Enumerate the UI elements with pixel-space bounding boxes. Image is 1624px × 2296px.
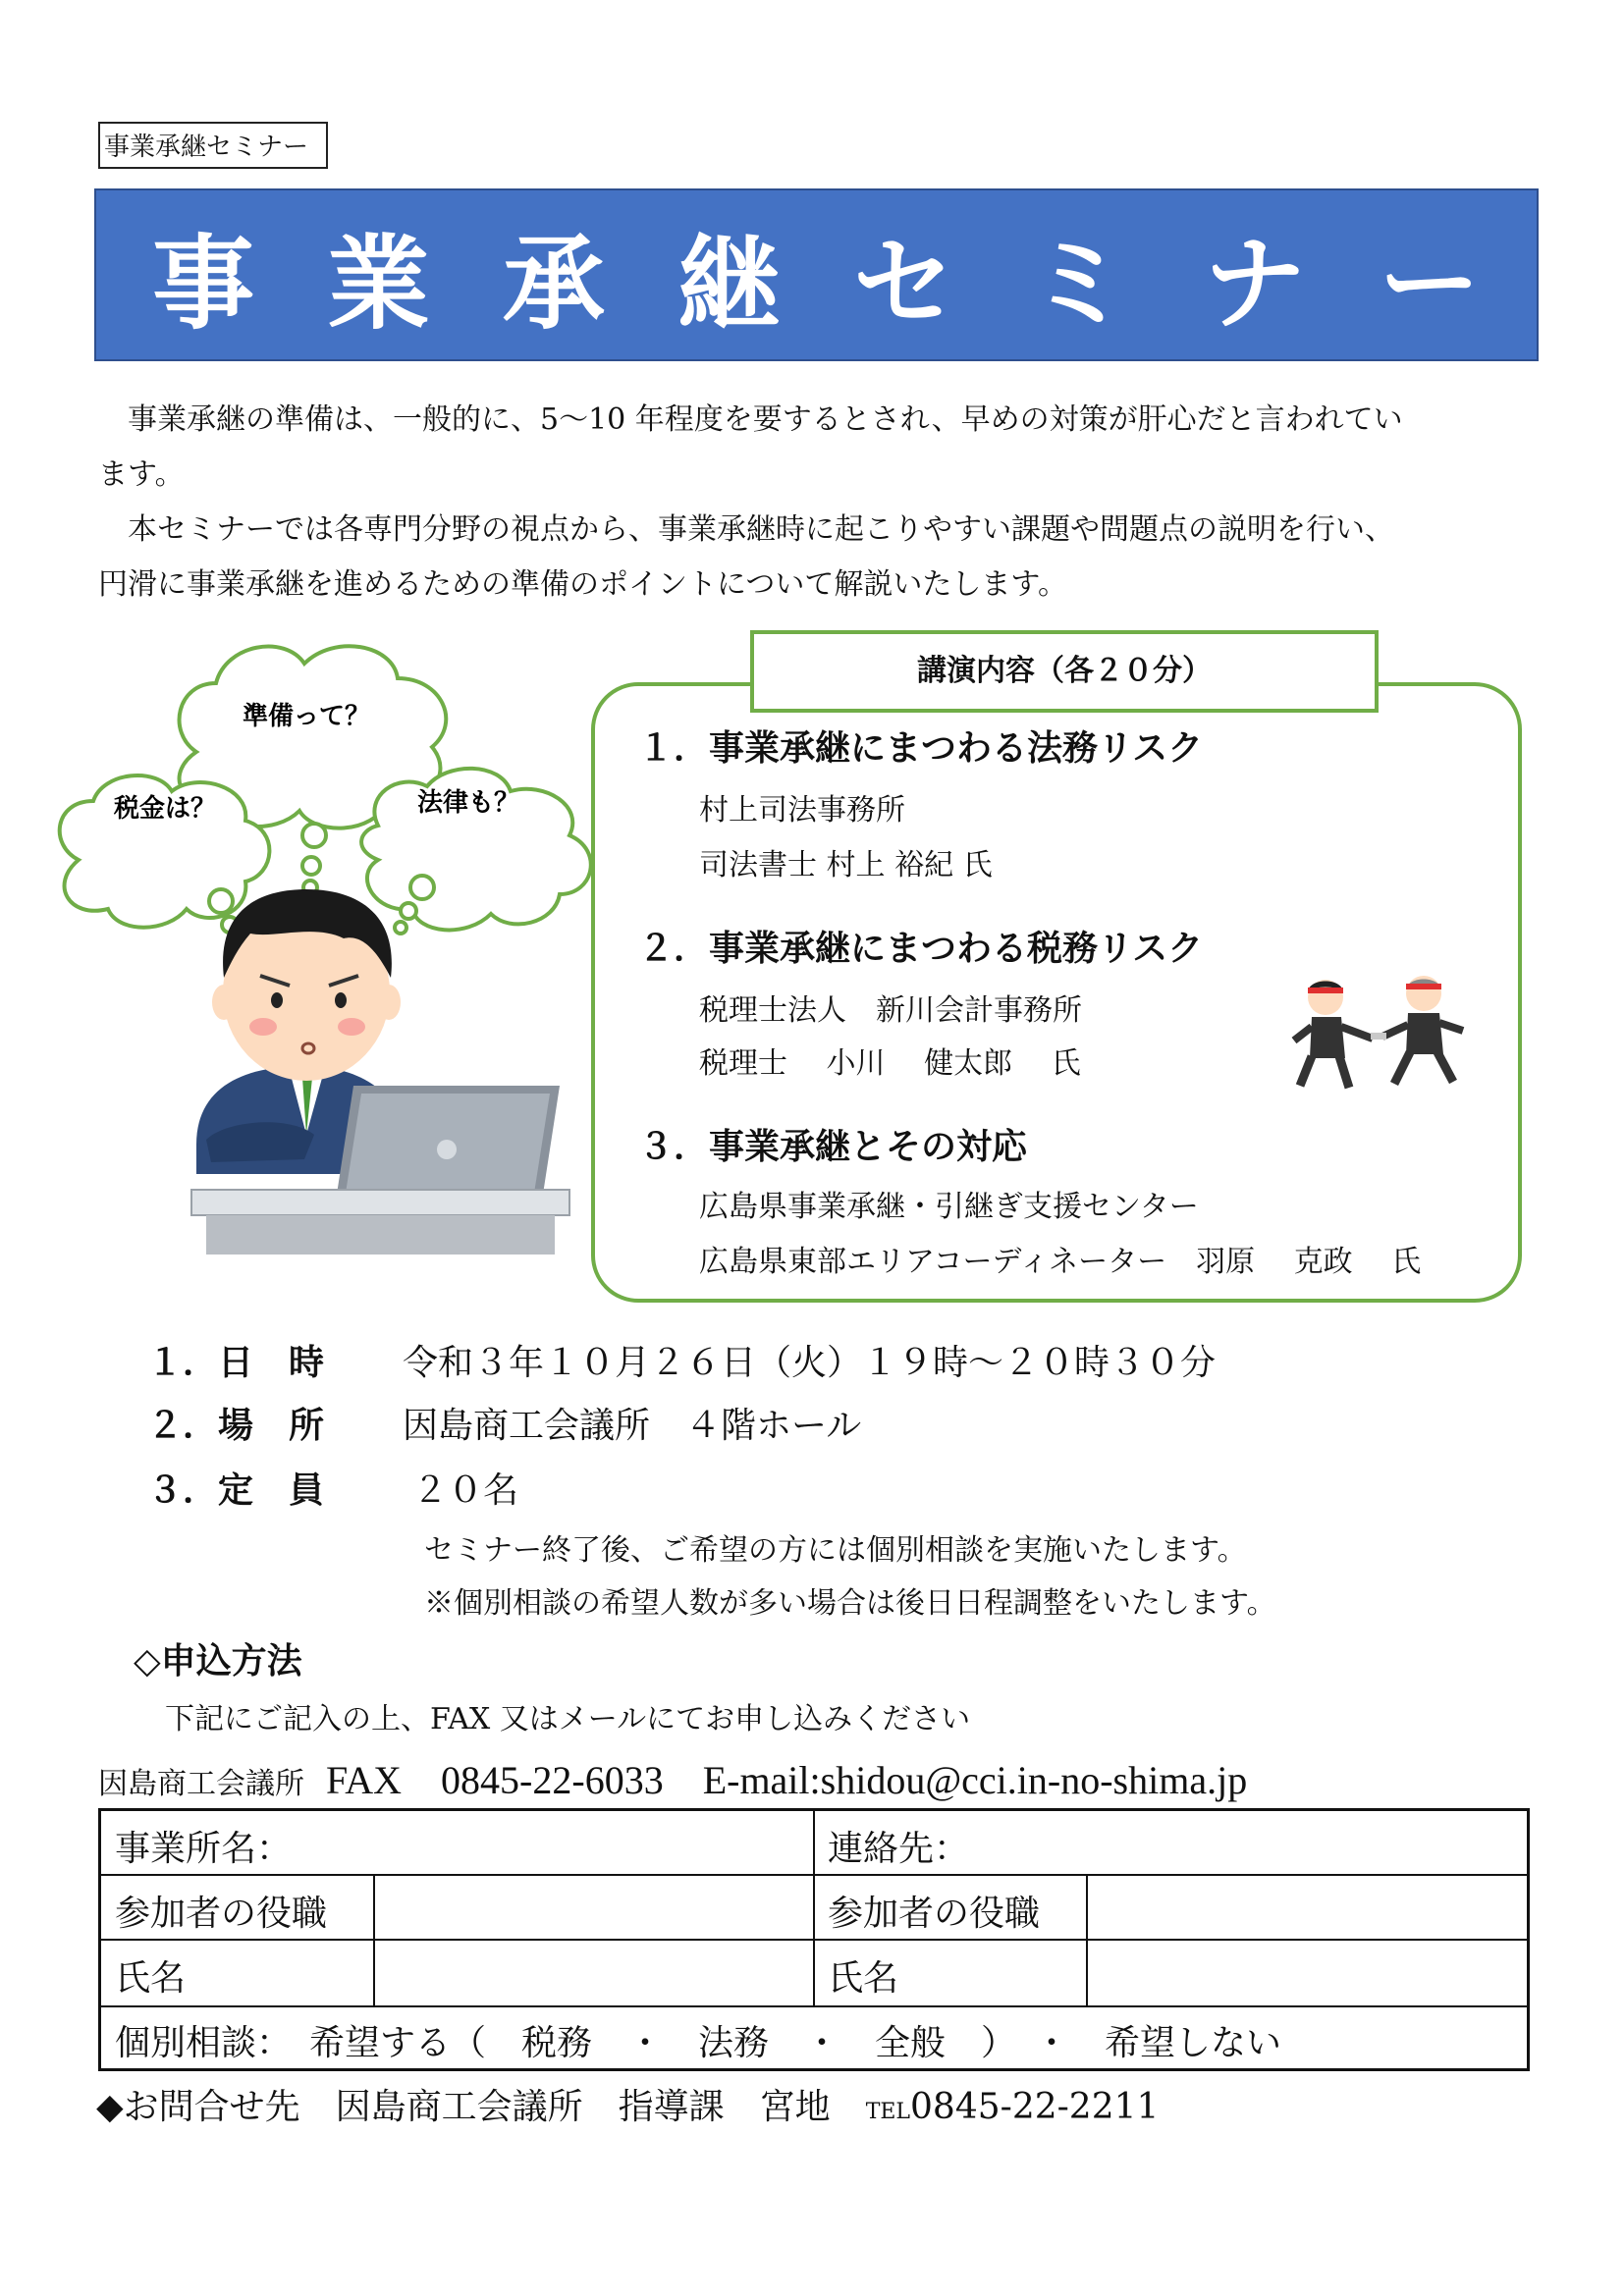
program-item-3-speaker: 広島県東部エリアコーディネーター 羽原 克政 氏 <box>699 1245 1422 1279</box>
title-banner <box>94 188 1539 361</box>
banner-title-char: ミ <box>1028 223 1131 344</box>
apply-org: 因島商工会議所 <box>98 1767 304 1801</box>
capacity-value: ２０名 <box>412 1470 519 1511</box>
relay-runners-illustration <box>1286 970 1483 1097</box>
program-item-2-title: ２．事業承継にまつわる税務リスク <box>638 929 1204 969</box>
program-item-3-title: ３．事業承継とその対応 <box>638 1127 1028 1167</box>
intro-line-3: 本セミナーでは各専門分野の視点から、事業承継時に起こりやすい課題や問題点の説明を行い、 <box>128 512 1394 547</box>
program-item-1-title: １．事業承継にまつわる法務リスク <box>638 728 1204 769</box>
note-1: セミナー終了後、ご希望の方には個別相談を実施いたします。 <box>424 1533 1247 1568</box>
detail-place <box>147 1398 861 1448</box>
company-name-label: 事業所名： <box>115 1829 293 1869</box>
application-form <box>98 1808 1530 2071</box>
program-item-1-speaker: 司法書士 村上 裕紀 氏 <box>699 848 993 882</box>
tel-mark: TEL <box>865 2100 911 2124</box>
detail-capacity <box>147 1463 518 1513</box>
runner-1 <box>1294 980 1373 1088</box>
program-item-1-org: 村上司法事務所 <box>699 793 905 828</box>
apply-heading: ◇申込方法 <box>134 1641 302 1682</box>
banner-title-char: セ <box>852 223 955 344</box>
intro-text <box>98 393 1532 613</box>
desk <box>191 1190 569 1255</box>
header-tag: 事業承継セミナー <box>98 122 328 169</box>
page-title <box>96 190 1537 359</box>
banner-title-char: 事 <box>152 223 255 344</box>
intro-line-2: ます。 <box>98 457 185 492</box>
place-label: ２．場 所 <box>147 1406 325 1446</box>
bubble-text-center: 準備って？ <box>243 702 371 731</box>
contact-label: 連絡先： <box>828 1829 970 1869</box>
program-heading: 講演内容（各２０分） <box>750 630 1379 713</box>
apply-instructions: 下記にご記入の上、FAX 又はメールにてお申し込みください <box>165 1702 971 1736</box>
banner-title-char: 業 <box>327 223 430 344</box>
fax-email: FAX 0845-22-6033 E-mail:shidou@cci.in-no-shima.jp <box>326 1758 1248 1802</box>
bubble-text-right: 法律も？ <box>417 788 520 818</box>
detail-date <box>147 1335 1216 1385</box>
position-label-left: 参加者の役職 <box>115 1894 328 1934</box>
fax-email-line <box>98 1749 1247 1805</box>
intro-line-1: 事業承継の準備は、一般的に、5～10 年程度を要するとされ、早めの対策が肝心だと言われてい <box>128 402 1403 437</box>
baton <box>1371 1033 1386 1040</box>
position-label-right: 参加者の役職 <box>828 1894 1041 1934</box>
bubble-text-left: 税金は？ <box>114 794 217 824</box>
tel-number: 0845-22-2211 <box>910 2087 1160 2127</box>
note-2: ※個別相談の希望人数が多い場合は後日日程調整をいたします。 <box>424 1586 1276 1621</box>
name-label-left: 氏名 <box>115 1958 187 1999</box>
name-label-right: 氏名 <box>828 1958 899 1999</box>
banner-title-char: 継 <box>677 223 781 344</box>
banner-title-char: ナ <box>1203 223 1306 344</box>
banner-title-char: 承 <box>502 223 605 344</box>
date-label: １．日 時 <box>147 1343 325 1383</box>
intro-line-4: 円滑に事業承継を進めるための準備のポイントについて解説いたします。 <box>98 567 1067 602</box>
worried-businessman-illustration <box>49 624 638 1272</box>
date-value: 令和３年１０月２６日（火）１９時～２０時３０分 <box>403 1343 1217 1383</box>
inquiry-footer <box>96 2079 1159 2129</box>
capacity-label: ３．定 員 <box>147 1470 325 1511</box>
runner-2 <box>1382 976 1463 1084</box>
place-value: 因島商工会議所 ４階ホール <box>403 1406 862 1446</box>
program-item-3-org: 広島県事業承継・引継ぎ支援センター <box>699 1190 1199 1224</box>
inquiry-text: ◆お問合せ先 因島商工会議所 指導課 宮地 <box>96 2087 866 2127</box>
banner-title-char: ー <box>1378 223 1481 344</box>
program-item-2-org: 税理士法人 新川会計事務所 <box>699 993 1082 1028</box>
program-item-2-speaker: 税理士 小川 健太郎 氏 <box>699 1046 1081 1081</box>
consultation-options: 個別相談： 希望する（ 税務 ・ 法務 ・ 全般 ） ・ 希望しない <box>115 2023 1282 2063</box>
